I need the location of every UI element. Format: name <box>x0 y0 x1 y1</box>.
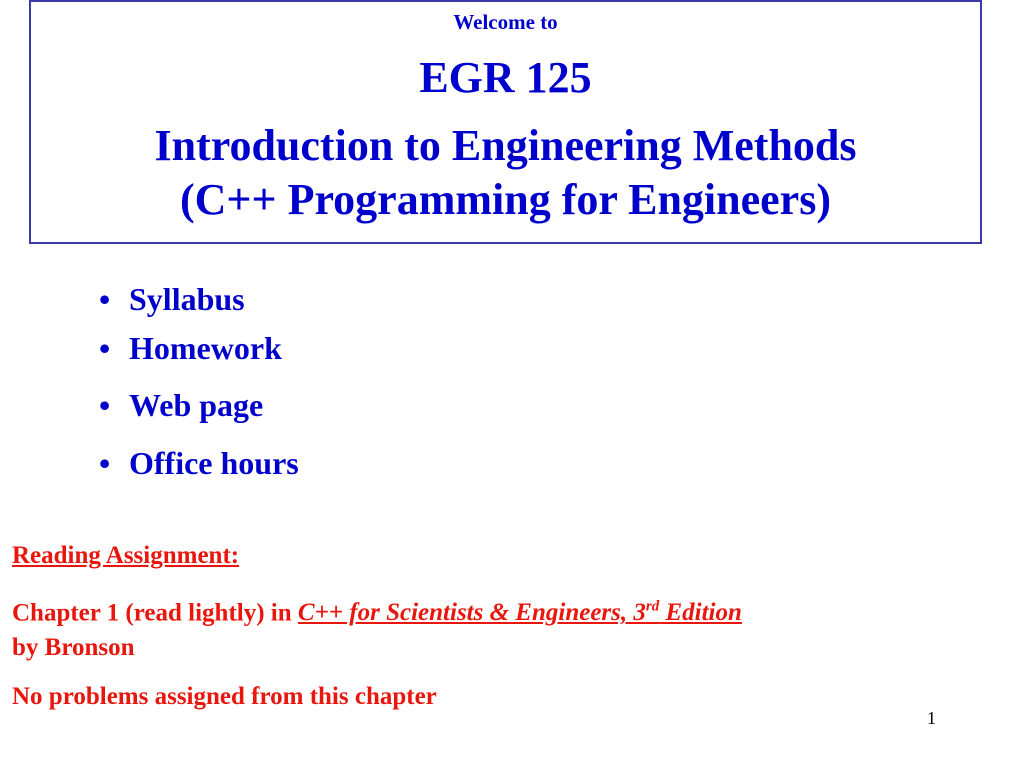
list-item <box>99 280 245 318</box>
reading-heading: Reading Assignment: <box>12 542 240 569</box>
title-box <box>29 0 982 244</box>
reading-author: by Bronson <box>12 634 135 661</box>
list-item <box>99 444 299 482</box>
book-edition: Edition <box>659 599 742 627</box>
book-title <box>298 599 742 626</box>
course-code: EGR 125 <box>419 53 592 102</box>
list-item-label: Office hours <box>129 445 299 481</box>
welcome-text: Welcome to <box>453 10 558 34</box>
list-item <box>99 386 263 424</box>
chapter-prefix: Chapter 1 (read lightly) in <box>12 599 298 627</box>
slide-number: 1 <box>927 708 936 728</box>
list-item <box>99 329 282 367</box>
bullet-icon: • <box>99 387 111 423</box>
bullet-icon: • <box>99 281 111 317</box>
course-title-line2: (C++ Programming for Engineers) <box>180 175 831 224</box>
reading-note: No problems assigned from this chapter <box>12 683 437 710</box>
bullet-icon: • <box>99 330 111 366</box>
book-edition-sup: rd <box>645 599 660 615</box>
bullet-icon: • <box>99 445 111 481</box>
book-title-text: C++ for Scientists & Engineers, 3 <box>297 599 646 627</box>
reading-chapter-line <box>12 591 742 629</box>
list-item-label: Homework <box>129 330 282 366</box>
course-title-line1: Introduction to Engineering Methods <box>154 121 857 170</box>
list-item-label: Web page <box>129 387 264 423</box>
list-item-label: Syllabus <box>129 281 245 317</box>
